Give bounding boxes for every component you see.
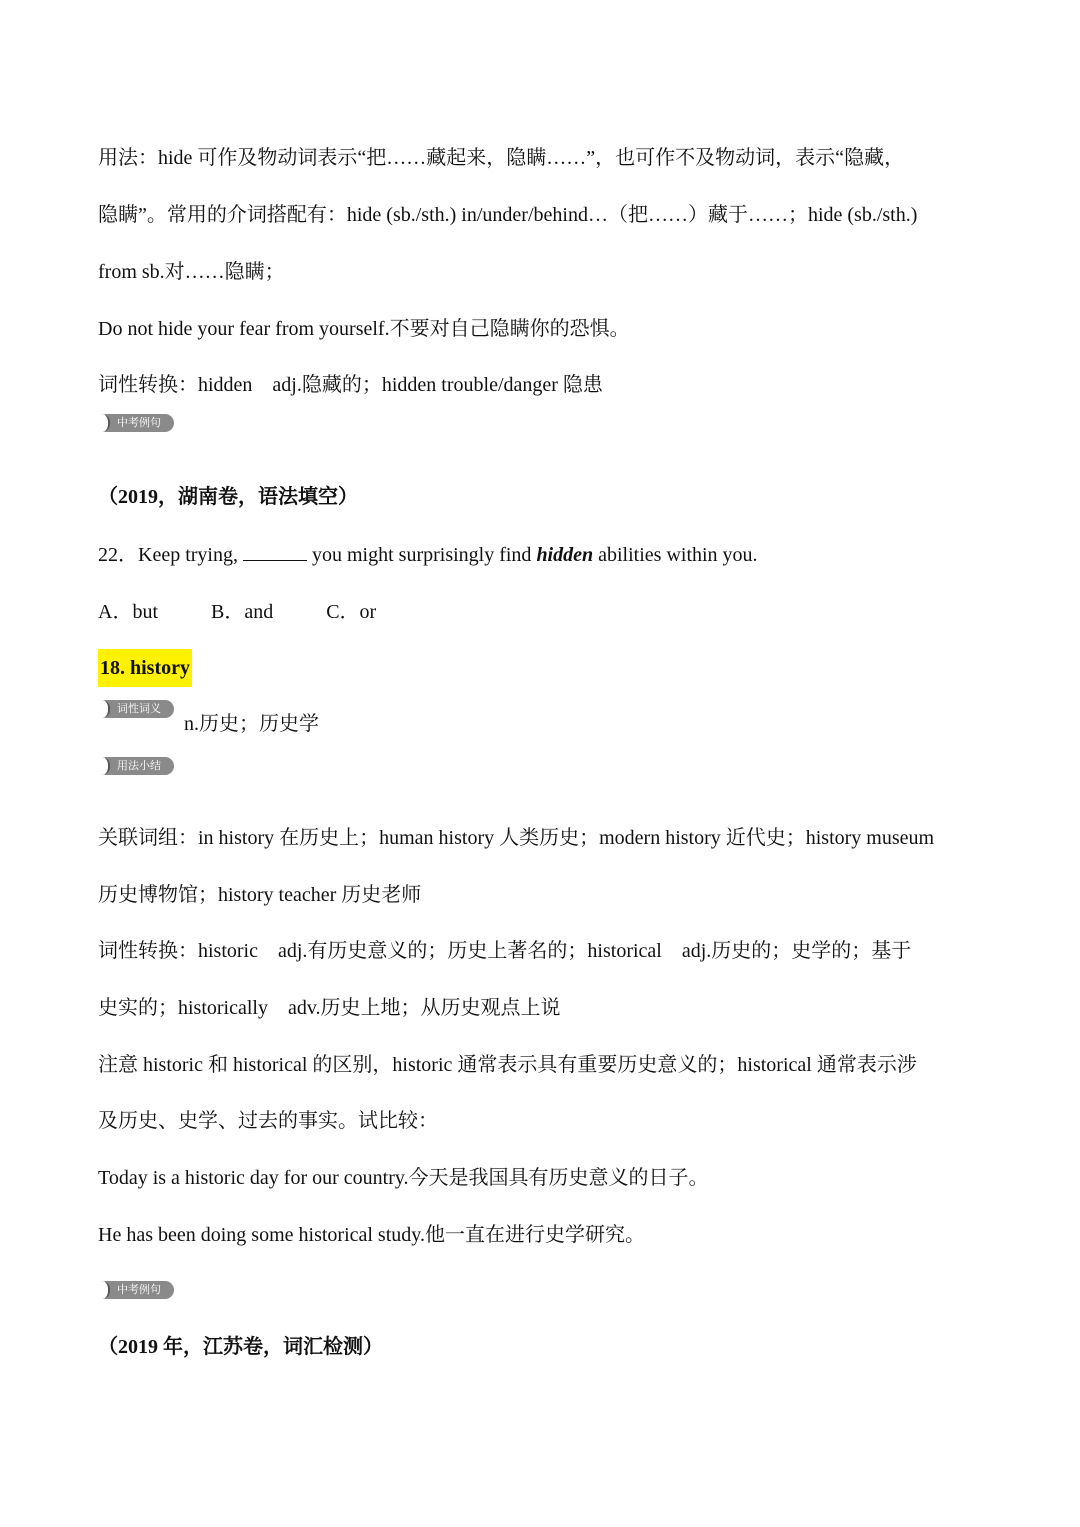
hide-usage-line-2: 隐瞒”。常用的介词搭配有：hide (sb./sth.) in/under/behind…（把……）藏于……；hide (sb./sth.) xyxy=(98,204,918,226)
history-conversion-line-2: 史实的；historically adv.历史上地；从历史观点上说 xyxy=(98,997,561,1019)
question-text-after: abilities within you. xyxy=(593,544,758,566)
history-example-2: He has been doing some historical study.他一直在进行史学研究。 xyxy=(98,1224,645,1246)
question-text-before: 22．Keep trying, xyxy=(98,544,243,566)
hide-usage-line-3: from sb.对……隐瞒； xyxy=(98,261,285,283)
history-phrases-line-2: 历史博物馆；history teacher 历史老师 xyxy=(98,884,422,906)
usage-summary-badge: 用法小结 xyxy=(98,757,174,775)
answer-blank xyxy=(243,542,307,561)
history-phrases-line-1: 关联词组：in history 在历史上；human history 人类历史；modern history 近代史；history museum xyxy=(98,827,935,849)
option-b: B．and xyxy=(211,601,274,623)
exam-source-jiangsu: （2019 年，江苏卷，词汇检测） xyxy=(98,1336,383,1358)
question-text-middle: you might surprisingly find xyxy=(306,544,537,566)
history-note-line-1: 注意 historic 和 historical 的区别，historic 通常表示具有重要历史意义的；historical 通常表示涉 xyxy=(98,1054,917,1076)
hide-word-conversion: 词性转换：hidden adj.隐藏的；hidden trouble/danger 隐患 xyxy=(98,374,603,396)
exam-example-badge-2: 中考例句 xyxy=(98,1281,174,1299)
question-22 xyxy=(98,542,988,568)
hide-usage-line-1: 用法：hide 可作及物动词表示“把……藏起来，隐瞒……”，也可作不及物动词，表示“隐藏， xyxy=(98,147,905,169)
exam-source-hunan: （2019，湖南卷，语法填空） xyxy=(98,486,358,508)
question-options xyxy=(98,599,988,625)
exam-example-badge: 中考例句 xyxy=(98,414,174,432)
word-heading-history xyxy=(98,655,988,681)
history-meaning: n.历史；历史学 xyxy=(184,713,319,735)
part-of-speech-badge: 词性词义 xyxy=(98,700,174,718)
option-c: C．or xyxy=(326,601,377,623)
question-keyword: hidden xyxy=(536,544,594,566)
highlighted-heading: 18. history xyxy=(98,649,192,687)
history-conversion-line-1: 词性转换：historic adj.有历史意义的；历史上著名的；historical adj.历史的；史学的；基于 xyxy=(98,940,912,962)
history-note-line-2: 及历史、史学、过去的事实。试比较： xyxy=(98,1110,438,1132)
option-a: A．but xyxy=(98,601,158,623)
history-example-1: Today is a historic day for our country.今天是我国具有历史意义的日子。 xyxy=(98,1167,709,1189)
hide-example-sentence: Do not hide your fear from yourself.不要对自己隐瞒你的恐惧。 xyxy=(98,318,630,340)
